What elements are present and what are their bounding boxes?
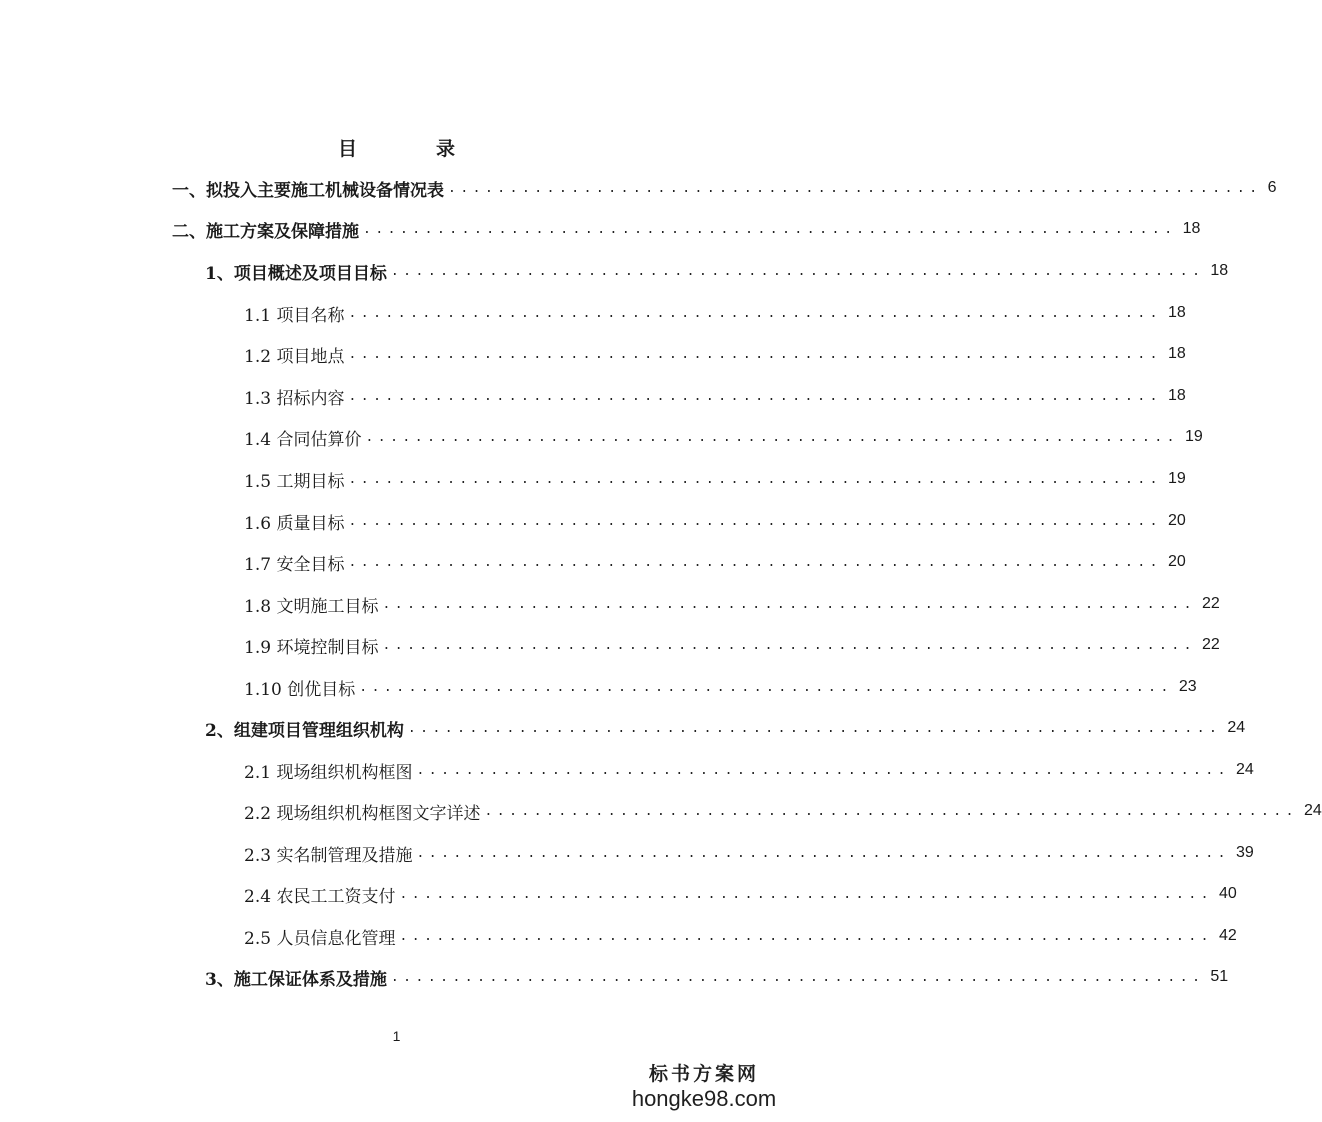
toc-entry-page: 18 [1168,387,1186,404]
dot-leader: .................................................................. [348,555,1163,570]
toc-entry[interactable] [244,422,1203,452]
toc-entry[interactable] [205,713,1246,743]
dot-leader: .................................................................. [399,929,1214,944]
toc-entry-label: 2.1 现场组织机构框图 [244,762,413,783]
toc-entry[interactable] [172,214,1201,244]
toc-entry[interactable] [244,298,1186,328]
dot-leader: .................................................................. [348,347,1163,362]
toc-entry-label: 2.3 实名制管理及措施 [244,845,413,866]
toc-entry-page: 22 [1202,595,1220,612]
toc-entry-label: 1.9 环境控制目标 [244,637,379,658]
toc-entry-label: 1.2 项目地点 [244,346,345,367]
toc-entry-page: 23 [1178,678,1197,695]
toc-entry-page: 22 [1202,636,1220,653]
dot-leader: .................................................................. [390,264,1205,279]
dot-leader: .................................................................. [382,597,1197,612]
dot-leader: .................................................................. [348,472,1163,487]
toc-title: 目 录 [337,138,485,160]
toc-entry-label: 2.5 人员信息化管理 [244,928,396,949]
toc-entry[interactable] [244,630,1220,660]
toc-entry-page: 51 [1210,968,1229,985]
toc-entry-label: 1.10 创优目标 [244,679,356,700]
dot-leader: .................................................................. [365,430,1180,445]
site-watermark [629,1062,779,1112]
toc-entry-page: 20 [1168,512,1186,529]
dot-leader: .................................................................. [359,680,1173,695]
toc-entry-page: 24 [1227,719,1246,736]
toc-entry-page: 24 [1236,761,1254,778]
toc-entry-page: 24 [1304,802,1322,819]
dot-leader: .................................................................. [399,887,1214,902]
dot-leader: .................................................................. [416,763,1231,778]
toc-entry-label: 2.4 农民工工资支付 [244,886,396,907]
toc-entry-page: 19 [1185,428,1203,445]
toc-entry[interactable] [244,381,1186,411]
toc-entry[interactable] [244,879,1237,909]
toc-entry[interactable] [244,547,1186,577]
toc-entry-page: 18 [1168,304,1186,321]
toc-entry-page: 20 [1168,553,1186,570]
toc-entry-label: 一、拟投入主要施工机械设备情况表 [172,180,444,201]
toc-entry[interactable] [205,962,1229,992]
toc-entry-label: 1.1 项目名称 [244,305,345,326]
toc-entry-label: 3、施工保证体系及措施 [205,969,387,990]
toc-entry-label: 2.2 现场组织机构框图文字详述 [244,803,481,824]
page-number: 1 [392,1028,401,1044]
toc-entry[interactable] [244,838,1254,868]
toc-entry-label: 1.4 合同估算价 [244,429,362,450]
dot-leader: .................................................................. [390,970,1205,985]
toc-entry-page: 40 [1219,885,1237,902]
toc-entry-page: 6 [1267,179,1277,196]
toc-entry-label: 1.6 质量目标 [244,513,345,534]
toc-entry-label: 1.7 安全目标 [244,554,345,575]
toc-entry-label: 1.3 招标内容 [244,388,345,409]
toc-entry-label: 二、施工方案及保障措施 [172,221,359,242]
toc-entry[interactable] [172,173,1277,203]
dot-leader: .................................................................. [448,181,1262,196]
toc-entry-page: 18 [1168,345,1186,362]
toc-entry-label: 1、项目概述及项目目标 [205,263,387,284]
toc-entry[interactable] [205,256,1229,286]
toc-entry[interactable] [244,506,1186,536]
dot-leader: .................................................................. [348,514,1163,529]
dot-leader: .................................................................. [484,804,1299,819]
dot-leader: .................................................................. [363,222,1177,237]
toc-entry-page: 39 [1236,844,1254,861]
dot-leader: .................................................................. [407,721,1222,736]
toc-entry[interactable] [244,672,1197,702]
watermark-url: hongke98.com [631,1086,777,1111]
toc-entry[interactable] [244,796,1322,826]
toc-entry-page: 42 [1219,927,1237,944]
toc-entry[interactable] [244,339,1186,369]
toc-entry[interactable] [244,921,1237,951]
dot-leader: .................................................................. [416,846,1231,861]
toc-entry-label: 2、组建项目管理组织机构 [205,720,404,741]
toc-entry[interactable] [244,755,1254,785]
toc-entry-label: 1.8 文明施工目标 [244,596,379,617]
toc-entry-page: 18 [1210,262,1229,279]
toc-entry-label: 1.5 工期目标 [244,471,345,492]
dot-leader: .................................................................. [348,306,1163,321]
watermark-brand: 标书方案网 [648,1063,759,1085]
toc-entry[interactable] [244,464,1186,494]
dot-leader: .................................................................. [348,389,1163,404]
toc-entry-page: 19 [1168,470,1186,487]
toc-entry-page: 18 [1182,220,1201,237]
dot-leader: .................................................................. [382,638,1197,653]
toc-entry[interactable] [244,589,1220,619]
